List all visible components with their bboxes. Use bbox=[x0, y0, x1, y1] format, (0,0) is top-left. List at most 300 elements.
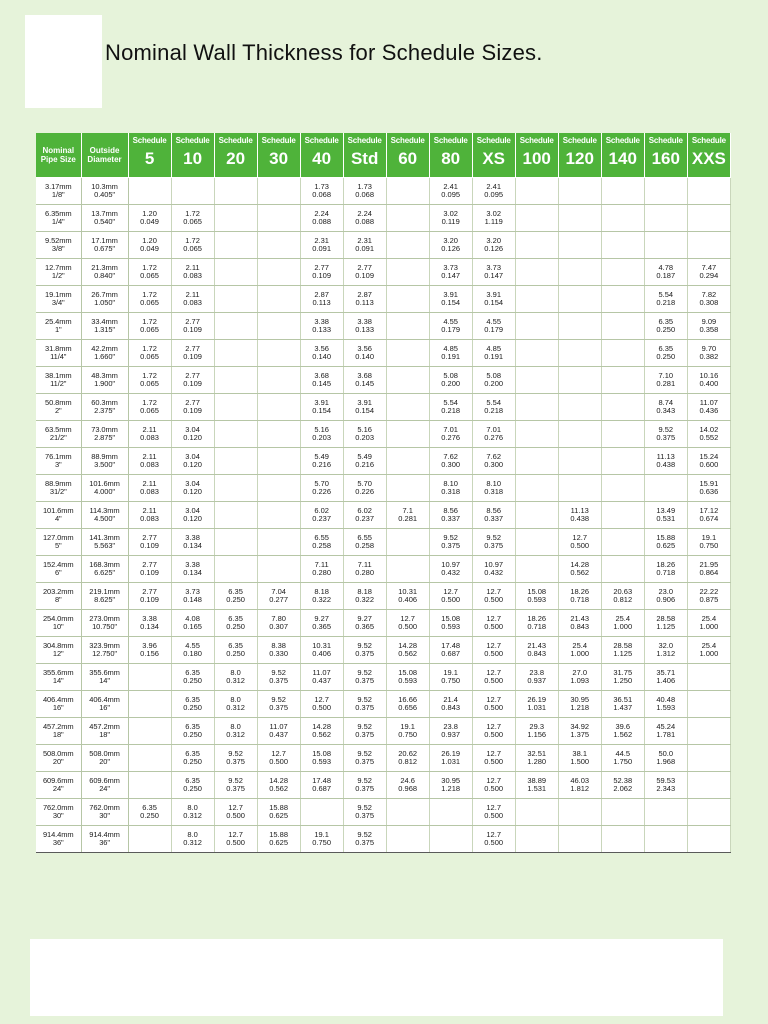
cell-value-mm: 20.62 bbox=[398, 748, 418, 758]
cell-value-mm: 3.38 bbox=[185, 559, 200, 569]
empty-cell bbox=[515, 421, 558, 448]
empty-cell bbox=[128, 178, 171, 205]
thickness-cell bbox=[515, 637, 558, 664]
cell-value-in: 0.500 bbox=[484, 757, 504, 766]
cell-value-mm: 73.0mm bbox=[91, 424, 118, 434]
thickness-cell bbox=[644, 340, 687, 367]
empty-cell bbox=[214, 205, 257, 232]
cell-value-mm: 2.77 bbox=[185, 397, 200, 407]
cell-value-in: 0.500 bbox=[484, 595, 504, 604]
cell-value-in: 1.312 bbox=[656, 649, 676, 658]
nominal-size-cell bbox=[36, 826, 81, 853]
cell-value-mm: 2.77 bbox=[142, 532, 157, 542]
table-row bbox=[36, 259, 731, 286]
empty-cell bbox=[515, 448, 558, 475]
cell-value-mm: 29.3 bbox=[529, 721, 545, 731]
outside-diameter-cell bbox=[81, 799, 128, 826]
empty-cell bbox=[257, 421, 300, 448]
cell-value-in: 0.593 bbox=[441, 622, 461, 631]
cell-value-in: 0.140 bbox=[355, 352, 375, 361]
cell-value-in: 0.906 bbox=[656, 595, 676, 604]
thickness-cell bbox=[429, 772, 472, 799]
cell-value-mm: 6.35 bbox=[185, 748, 200, 758]
cell-value-in: 24" bbox=[52, 784, 64, 793]
cell-value-mm: 3.02 bbox=[443, 208, 458, 218]
cell-value-in: 0.250 bbox=[183, 676, 202, 685]
thickness-cell bbox=[171, 286, 214, 313]
cell-value-mm: 13.49 bbox=[656, 505, 676, 515]
cell-value-mm: 11.07 bbox=[312, 667, 331, 677]
cell-value-mm: 3.73 bbox=[443, 262, 458, 272]
thickness-cell bbox=[128, 205, 171, 232]
cell-value-mm: 3.73 bbox=[185, 586, 200, 596]
thickness-cell bbox=[429, 421, 472, 448]
cell-value-mm: 6.35 bbox=[228, 640, 243, 650]
thickness-cell bbox=[300, 772, 343, 799]
cell-value-in: 0.065 bbox=[140, 271, 159, 280]
thickness-cell bbox=[472, 448, 515, 475]
thickness-cell bbox=[429, 502, 472, 529]
thickness-cell bbox=[343, 448, 386, 475]
cell-value-in: 0.375 bbox=[355, 838, 375, 847]
thickness-cell bbox=[644, 367, 687, 394]
cell-value-mm: 9.52 bbox=[486, 532, 501, 542]
thickness-cell bbox=[558, 556, 601, 583]
empty-cell bbox=[601, 556, 644, 583]
cell-value-in: 0.318 bbox=[441, 487, 461, 496]
thickness-cell bbox=[343, 259, 386, 286]
thickness-cell bbox=[515, 583, 558, 610]
header-schedule-30 bbox=[257, 133, 300, 178]
cell-value-in: 2.343 bbox=[656, 784, 676, 793]
thickness-cell bbox=[343, 286, 386, 313]
cell-value-mm: 101.6mm bbox=[42, 505, 74, 515]
nominal-size-cell bbox=[36, 664, 81, 691]
cell-value-in: 0.500 bbox=[484, 784, 504, 793]
thickness-cell bbox=[343, 583, 386, 610]
cell-value-mm: 5.49 bbox=[357, 451, 372, 461]
header-schedule-label: Schedule bbox=[605, 136, 640, 145]
cell-value-mm: 9.52 bbox=[443, 532, 458, 542]
cell-value-mm: 7.10 bbox=[658, 370, 674, 380]
cell-value-mm: 6.35 bbox=[228, 586, 243, 596]
cell-value-mm: 5.08 bbox=[486, 370, 501, 380]
cell-value-mm: 23.0 bbox=[658, 586, 674, 596]
cell-value-mm: 63.5mm bbox=[45, 424, 72, 434]
cell-value-in: 1" bbox=[54, 325, 62, 334]
table-header-row bbox=[36, 133, 731, 178]
cell-value-mm: 12.7 bbox=[486, 667, 501, 677]
table-row bbox=[36, 421, 731, 448]
cell-value-in: 0.218 bbox=[656, 298, 676, 307]
thickness-cell bbox=[214, 826, 257, 853]
cell-value-in: 1.750 bbox=[613, 757, 633, 766]
cell-value-mm: 609.6mm bbox=[89, 775, 120, 785]
thickness-cell bbox=[343, 475, 386, 502]
thickness-cell bbox=[558, 772, 601, 799]
cell-value-mm: 3.91 bbox=[443, 289, 458, 299]
cell-value-mm: 45.24 bbox=[656, 721, 676, 731]
cell-value-mm: 48.3mm bbox=[91, 370, 118, 380]
cell-value-in: 0.500 bbox=[484, 811, 504, 820]
header-outside-line1: Outside bbox=[89, 146, 120, 155]
cell-value-mm: 12.7 bbox=[486, 640, 501, 650]
cell-value-in: 0.438 bbox=[570, 514, 590, 523]
cell-value-in: 1.250 bbox=[613, 676, 633, 685]
cell-value-mm: 3.91 bbox=[357, 397, 372, 407]
empty-cell bbox=[214, 529, 257, 556]
thickness-cell bbox=[128, 259, 171, 286]
thickness-cell bbox=[429, 205, 472, 232]
header-schedule-xxs bbox=[687, 133, 730, 178]
cell-value-in: 18" bbox=[99, 730, 110, 739]
cell-value-mm: 127.0mm bbox=[42, 532, 74, 542]
thickness-cell bbox=[128, 529, 171, 556]
nominal-size-cell bbox=[36, 448, 81, 475]
thickness-cell bbox=[343, 772, 386, 799]
empty-cell bbox=[257, 502, 300, 529]
thickness-cell bbox=[558, 583, 601, 610]
header-schedule-140 bbox=[601, 133, 644, 178]
thickness-cell bbox=[687, 313, 730, 340]
cell-value-in: 4.500" bbox=[94, 514, 115, 523]
cell-value-in: 0.203 bbox=[312, 433, 332, 442]
cell-value-mm: 508.0mm bbox=[89, 748, 120, 758]
cell-value-in: 0.065 bbox=[140, 406, 159, 415]
empty-cell bbox=[687, 664, 730, 691]
cell-value-mm: 25.4 bbox=[572, 640, 588, 650]
cell-value-mm: 7.04 bbox=[271, 586, 286, 596]
thickness-cell bbox=[515, 664, 558, 691]
cell-value-in: 0.750 bbox=[398, 730, 418, 739]
thickness-cell bbox=[171, 745, 214, 772]
cell-value-mm: 27.0 bbox=[572, 667, 588, 677]
cell-value-in: 0.120 bbox=[183, 514, 202, 523]
nominal-size-cell bbox=[36, 556, 81, 583]
header-schedule-number: 80 bbox=[441, 149, 461, 168]
nominal-size-cell bbox=[36, 583, 81, 610]
cell-value-in: 30" bbox=[52, 811, 64, 820]
header-schedule-label: Schedule bbox=[390, 136, 425, 145]
empty-cell bbox=[386, 448, 429, 475]
cell-value-mm: 304.8mm bbox=[42, 640, 74, 650]
cell-value-mm: 4.55 bbox=[486, 316, 501, 326]
cell-value-mm: 4.85 bbox=[443, 343, 458, 353]
cell-value-mm: 18.26 bbox=[656, 559, 676, 569]
cell-value-in: 2.062 bbox=[613, 784, 633, 793]
cell-value-mm: 914.4mm bbox=[89, 829, 120, 839]
cell-value-in: 0.154 bbox=[312, 406, 332, 415]
cell-value-in: 1.781 bbox=[656, 730, 676, 739]
cell-value-in: 20" bbox=[99, 757, 110, 766]
cell-value-mm: 1.72 bbox=[142, 370, 157, 380]
header-outside-line2: Diameter bbox=[87, 155, 122, 164]
thickness-cell bbox=[601, 637, 644, 664]
cell-value-in: 0.226 bbox=[355, 487, 375, 496]
thickness-cell bbox=[128, 313, 171, 340]
cell-value-mm: 9.52 bbox=[357, 829, 372, 839]
cell-value-in: 2.375" bbox=[94, 406, 115, 415]
cell-value-mm: 21.43 bbox=[570, 613, 590, 623]
thickness-cell bbox=[558, 745, 601, 772]
nominal-size-cell bbox=[36, 529, 81, 556]
cell-value-mm: 17.12 bbox=[699, 505, 719, 515]
cell-value-in: 0.937 bbox=[527, 676, 547, 685]
footer-panel bbox=[30, 939, 723, 1016]
cell-value-mm: 5.70 bbox=[314, 478, 329, 488]
cell-value-mm: 12.7 bbox=[400, 613, 415, 623]
cell-value-in: 0.675" bbox=[94, 244, 115, 253]
thickness-cell bbox=[687, 610, 730, 637]
empty-cell bbox=[214, 259, 257, 286]
cell-value-in: 0.843 bbox=[441, 703, 461, 712]
cell-value-mm: 31.75 bbox=[613, 667, 633, 677]
empty-cell bbox=[257, 529, 300, 556]
header-schedule-60 bbox=[386, 133, 429, 178]
outside-diameter-cell bbox=[81, 313, 128, 340]
cell-value-in: 1.031 bbox=[527, 703, 547, 712]
cell-value-mm: 3.91 bbox=[314, 397, 329, 407]
thickness-cell bbox=[687, 475, 730, 502]
thickness-cell bbox=[386, 691, 429, 718]
cell-value-in: 3.500" bbox=[94, 460, 115, 469]
thickness-cell bbox=[429, 691, 472, 718]
thickness-cell bbox=[171, 205, 214, 232]
thickness-cell bbox=[300, 313, 343, 340]
thickness-cell bbox=[515, 718, 558, 745]
cell-value-mm: 6.35mm bbox=[45, 208, 72, 218]
cell-value-mm: 609.6mm bbox=[42, 775, 74, 785]
cell-value-in: 0.281 bbox=[398, 514, 418, 523]
cell-value-in: 2" bbox=[54, 406, 62, 415]
thickness-cell bbox=[257, 610, 300, 637]
thickness-cell bbox=[171, 772, 214, 799]
empty-cell bbox=[128, 664, 171, 691]
thickness-cell bbox=[171, 664, 214, 691]
table-row bbox=[36, 583, 731, 610]
empty-cell bbox=[558, 475, 601, 502]
outside-diameter-cell bbox=[81, 691, 128, 718]
thickness-cell bbox=[300, 421, 343, 448]
cell-value-in: 1.315" bbox=[94, 325, 115, 334]
cell-value-mm: 5.54 bbox=[658, 289, 674, 299]
empty-cell bbox=[558, 286, 601, 313]
outside-diameter-cell bbox=[81, 826, 128, 853]
cell-value-in: 0.109 bbox=[312, 271, 332, 280]
cell-value-in: 31/2" bbox=[49, 487, 67, 496]
logo-placeholder bbox=[25, 15, 102, 108]
cell-value-in: 10" bbox=[52, 622, 64, 631]
thickness-cell bbox=[687, 556, 730, 583]
cell-value-in: 0.120 bbox=[183, 433, 202, 442]
empty-cell bbox=[687, 799, 730, 826]
cell-value-in: 0.065 bbox=[183, 244, 202, 253]
nominal-size-cell bbox=[36, 367, 81, 394]
cell-value-in: 0.375 bbox=[355, 811, 375, 820]
thickness-cell bbox=[472, 529, 515, 556]
nominal-size-cell bbox=[36, 205, 81, 232]
table-row bbox=[36, 664, 731, 691]
empty-cell bbox=[257, 313, 300, 340]
empty-cell bbox=[257, 259, 300, 286]
cell-value-in: 3" bbox=[54, 460, 62, 469]
thickness-cell bbox=[472, 259, 515, 286]
header-schedule-number: 140 bbox=[608, 149, 637, 168]
thickness-cell bbox=[601, 610, 644, 637]
cell-value-mm: 38.1mm bbox=[45, 370, 72, 380]
empty-cell bbox=[601, 394, 644, 421]
cell-value-in: 0.406 bbox=[312, 649, 332, 658]
empty-cell bbox=[687, 691, 730, 718]
cell-value-mm: 6.35 bbox=[185, 721, 200, 731]
thickness-cell bbox=[429, 286, 472, 313]
thickness-cell bbox=[472, 286, 515, 313]
thickness-cell bbox=[644, 286, 687, 313]
cell-value-in: 0.437 bbox=[269, 730, 288, 739]
cell-value-mm: 4.78 bbox=[658, 262, 674, 272]
cell-value-mm: 14.28 bbox=[269, 775, 288, 785]
cell-value-mm: 203.2mm bbox=[42, 586, 74, 596]
thickness-cell bbox=[429, 556, 472, 583]
cell-value-mm: 2.77 bbox=[185, 343, 200, 353]
empty-cell bbox=[257, 178, 300, 205]
thickness-cell bbox=[644, 313, 687, 340]
nominal-size-cell bbox=[36, 799, 81, 826]
thickness-cell bbox=[472, 799, 515, 826]
empty-cell bbox=[214, 286, 257, 313]
nominal-size-cell bbox=[36, 772, 81, 799]
cell-value-mm: 13.7mm bbox=[91, 208, 118, 218]
cell-value-in: 0.280 bbox=[355, 568, 375, 577]
cell-value-mm: 8.38 bbox=[271, 640, 286, 650]
empty-cell bbox=[214, 421, 257, 448]
thickness-cell bbox=[300, 232, 343, 259]
cell-value-in: 0.120 bbox=[183, 487, 202, 496]
thickness-cell bbox=[171, 394, 214, 421]
cell-value-mm: 19.1 bbox=[443, 667, 458, 677]
empty-cell bbox=[601, 502, 644, 529]
thickness-cell bbox=[343, 799, 386, 826]
cell-value-in: 0.200 bbox=[484, 379, 504, 388]
cell-value-in: 0.375 bbox=[484, 541, 504, 550]
thickness-cell bbox=[687, 448, 730, 475]
cell-value-in: 8" bbox=[54, 595, 62, 604]
cell-value-mm: 457.2mm bbox=[42, 721, 74, 731]
thickness-cell bbox=[429, 583, 472, 610]
header-schedule-120 bbox=[558, 133, 601, 178]
thickness-cell bbox=[171, 637, 214, 664]
cell-value-mm: 4.85 bbox=[486, 343, 501, 353]
thickness-cell bbox=[171, 799, 214, 826]
table-row bbox=[36, 745, 731, 772]
cell-value-mm: 5.54 bbox=[443, 397, 458, 407]
wall-thickness-table bbox=[36, 133, 731, 853]
cell-value-in: 0.113 bbox=[355, 298, 374, 307]
header-schedule-std bbox=[343, 133, 386, 178]
header-schedule-number: 5 bbox=[144, 149, 155, 168]
cell-value-in: 0.864 bbox=[699, 568, 719, 577]
cell-value-mm: 10.97 bbox=[441, 559, 461, 569]
cell-value-mm: 762.0mm bbox=[89, 802, 120, 812]
cell-value-mm: 508.0mm bbox=[42, 748, 74, 758]
cell-value-mm: 2.11 bbox=[142, 424, 157, 434]
cell-value-in: 1.900" bbox=[94, 379, 115, 388]
cell-value-in: 1.119 bbox=[484, 217, 503, 226]
cell-value-mm: 25.4 bbox=[615, 613, 631, 623]
cell-value-mm: 44.5 bbox=[615, 748, 631, 758]
thickness-cell bbox=[687, 340, 730, 367]
cell-value-mm: 11.07 bbox=[699, 397, 718, 407]
cell-value-mm: 7.01 bbox=[486, 424, 501, 434]
thickness-cell bbox=[343, 691, 386, 718]
cell-value-mm: 24.6 bbox=[400, 775, 415, 785]
outside-diameter-cell bbox=[81, 556, 128, 583]
nominal-size-cell bbox=[36, 475, 81, 502]
thickness-cell bbox=[128, 556, 171, 583]
thickness-cell bbox=[300, 664, 343, 691]
empty-cell bbox=[515, 259, 558, 286]
cell-value-mm: 1.72 bbox=[142, 289, 157, 299]
cell-value-in: 0.625 bbox=[656, 541, 676, 550]
cell-value-in: 0.147 bbox=[484, 271, 504, 280]
cell-value-in: 0.656 bbox=[398, 703, 418, 712]
cell-value-in: 0.250 bbox=[656, 352, 676, 361]
thickness-cell bbox=[472, 340, 515, 367]
thickness-cell bbox=[429, 637, 472, 664]
cell-value-mm: 10.31 bbox=[312, 640, 332, 650]
cell-value-in: 0.531 bbox=[656, 514, 676, 523]
cell-value-in: 16" bbox=[99, 703, 110, 712]
cell-value-mm: 6.35 bbox=[185, 694, 200, 704]
cell-value-in: 0.237 bbox=[312, 514, 332, 523]
thickness-cell bbox=[343, 610, 386, 637]
empty-cell bbox=[386, 799, 429, 826]
thickness-cell bbox=[429, 232, 472, 259]
thickness-cell bbox=[472, 475, 515, 502]
cell-value-in: 1.125 bbox=[656, 622, 676, 631]
cell-value-in: 0.179 bbox=[441, 325, 461, 334]
thickness-cell bbox=[472, 664, 515, 691]
thickness-cell bbox=[644, 421, 687, 448]
empty-cell bbox=[128, 691, 171, 718]
thickness-cell bbox=[343, 637, 386, 664]
thickness-cell bbox=[472, 745, 515, 772]
cell-value-mm: 8.18 bbox=[314, 586, 329, 596]
cell-value-in: 0.109 bbox=[183, 379, 202, 388]
cell-value-mm: 39.6 bbox=[615, 721, 631, 731]
empty-cell bbox=[515, 286, 558, 313]
thickness-cell bbox=[644, 529, 687, 556]
cell-value-mm: 4.55 bbox=[443, 316, 458, 326]
cell-value-in: 0.330 bbox=[269, 649, 288, 658]
cell-value-mm: 19.1mm bbox=[45, 289, 72, 299]
cell-value-mm: 88.9mm bbox=[45, 478, 72, 488]
cell-value-in: 0.091 bbox=[355, 244, 375, 253]
cell-value-mm: 14.28 bbox=[312, 721, 332, 731]
cell-value-in: 1.031 bbox=[441, 757, 461, 766]
cell-value-mm: 15.88 bbox=[656, 532, 676, 542]
cell-value-in: 0.625 bbox=[269, 811, 288, 820]
cell-value-in: 0.250 bbox=[226, 595, 245, 604]
cell-value-in: 0.133 bbox=[355, 325, 375, 334]
cell-value-mm: 2.11 bbox=[142, 451, 157, 461]
cell-value-mm: 8.56 bbox=[486, 505, 501, 515]
empty-cell bbox=[601, 232, 644, 259]
cell-value-in: 0.147 bbox=[441, 271, 461, 280]
cell-value-in: 1.000 bbox=[613, 622, 633, 631]
cell-value-in: 0.065 bbox=[140, 298, 159, 307]
thickness-cell bbox=[128, 475, 171, 502]
